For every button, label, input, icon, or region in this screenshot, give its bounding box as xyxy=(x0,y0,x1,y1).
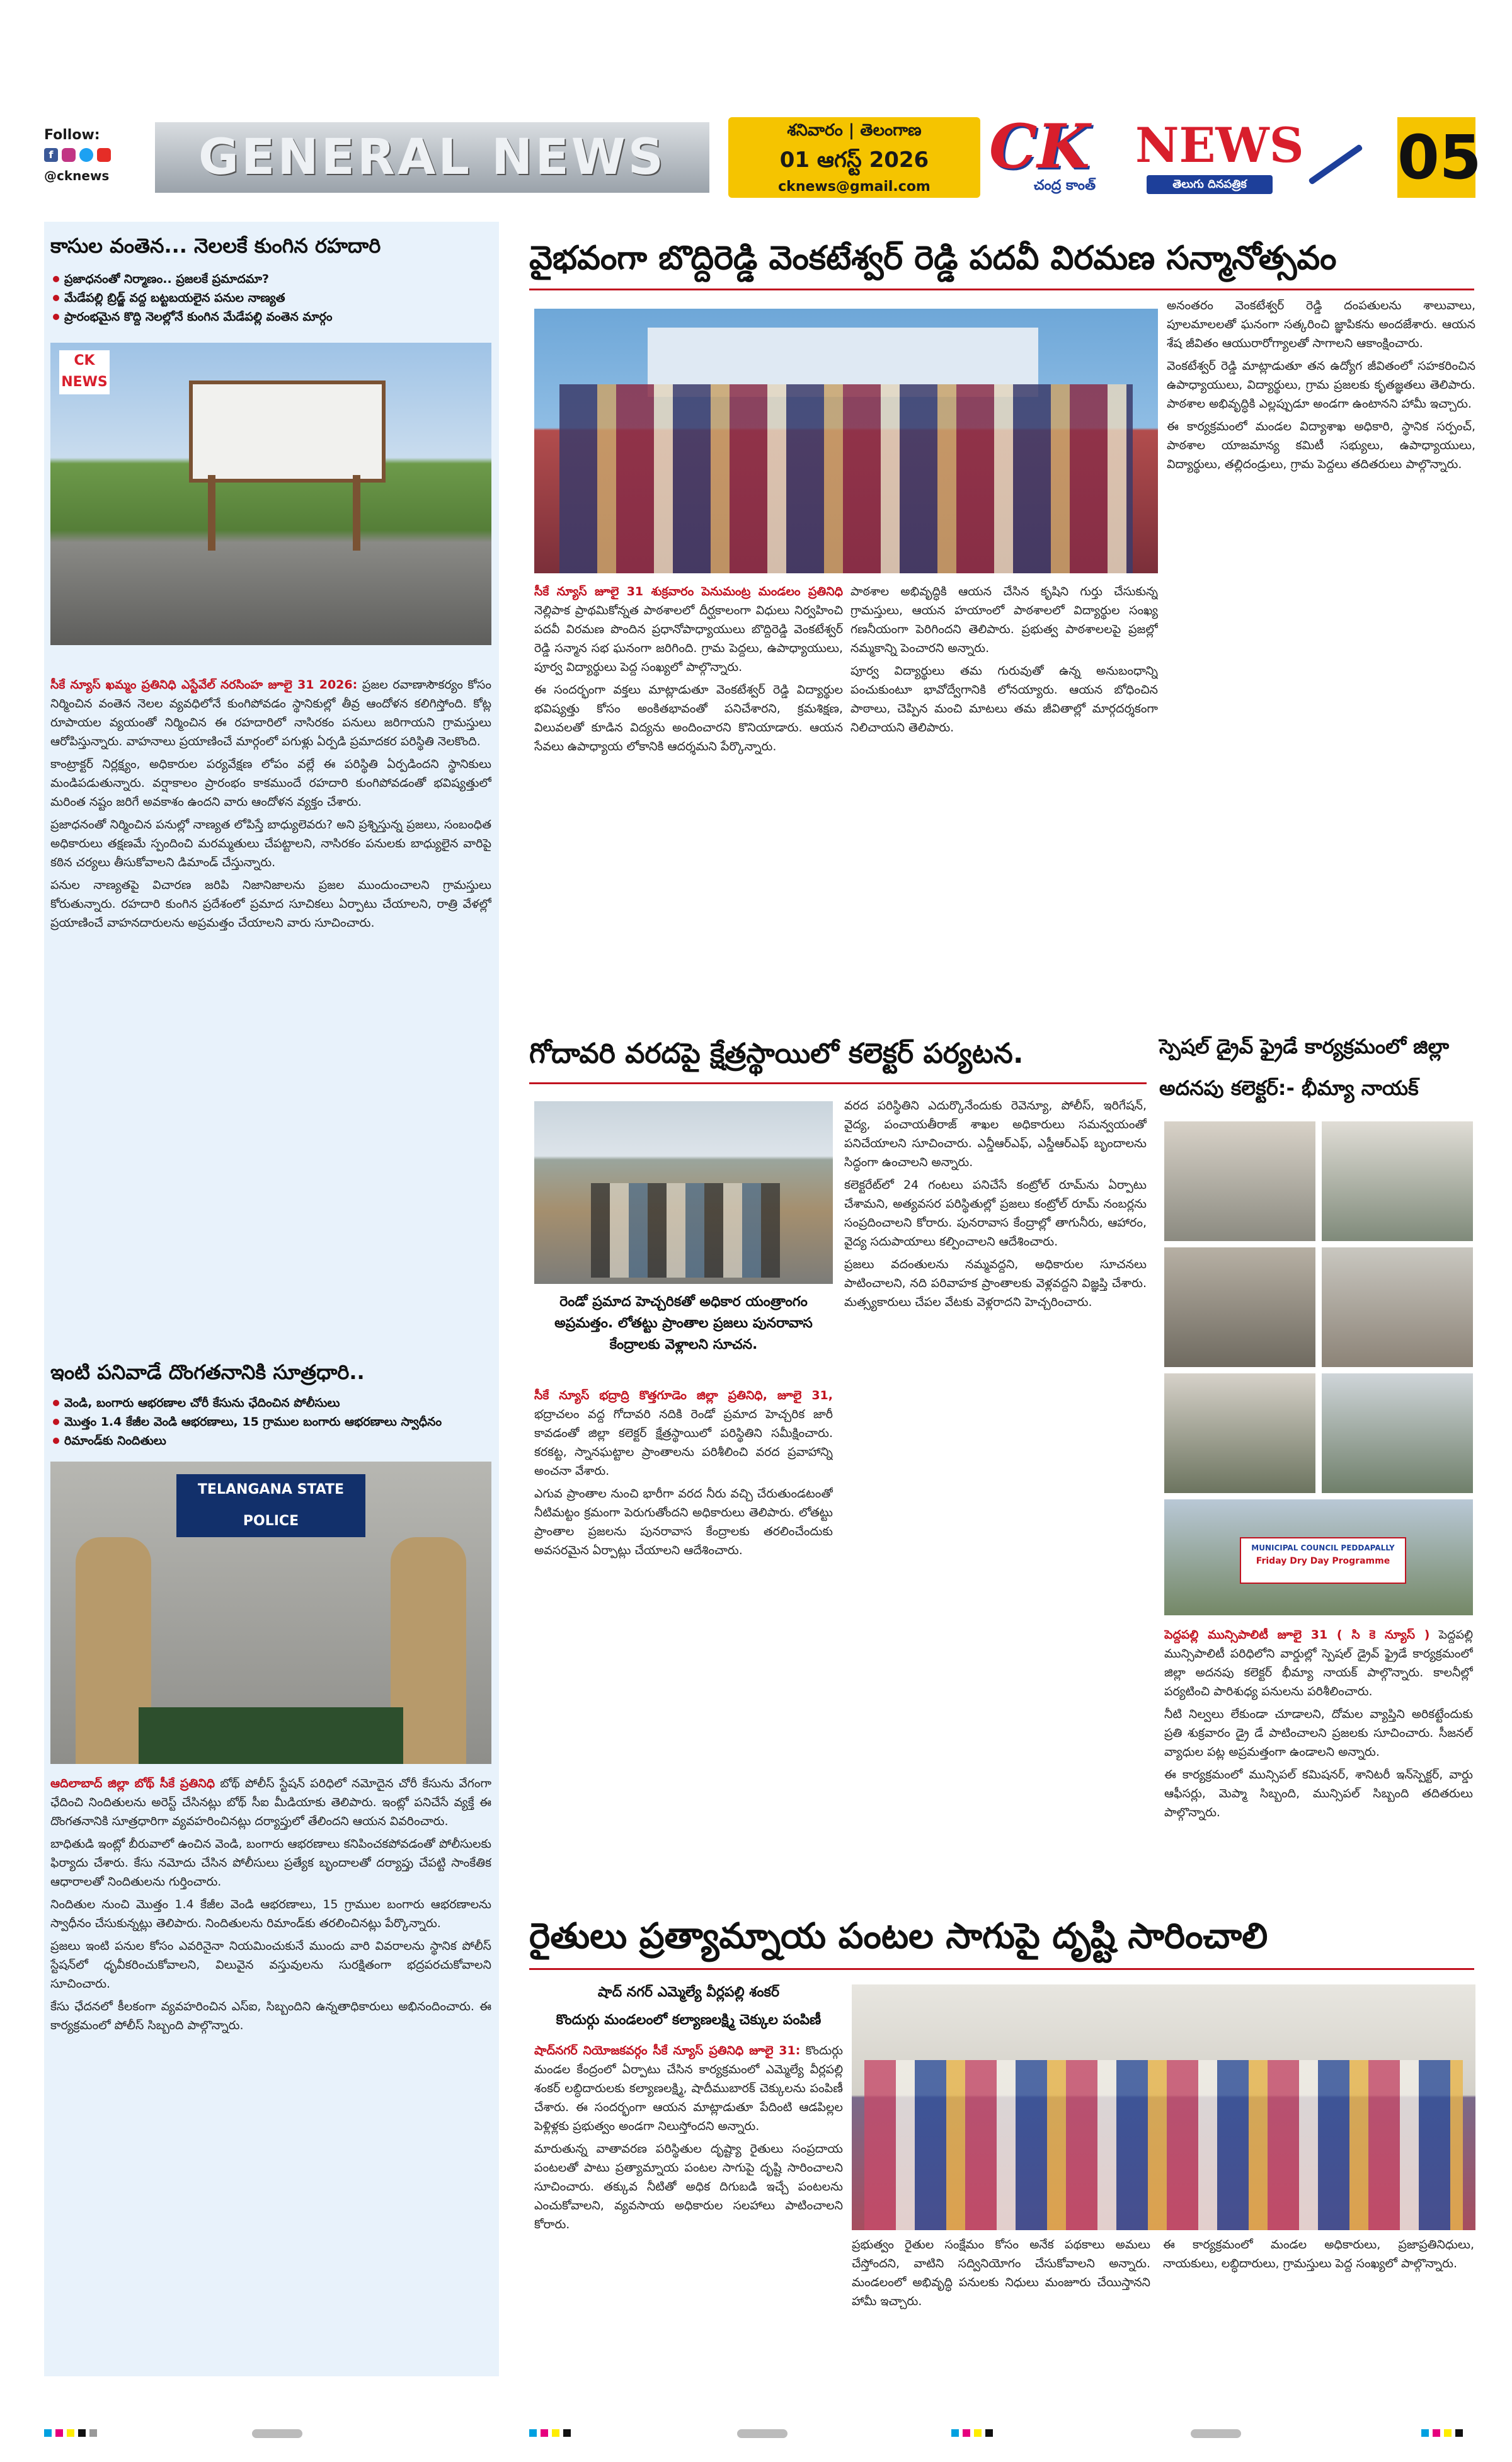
pen-icon xyxy=(1308,144,1363,185)
story2-headline: ఇంటి పనివాడే దొంగతనానికి సూత్రధారి.. xyxy=(50,1360,365,1384)
bullet-item: వెండి, బంగారు ఆభరణాల చోరీ కేసును ఛేదించిన పోలీసులు xyxy=(50,1394,491,1412)
story4-body-b xyxy=(844,1096,1147,1770)
story5-photo-grid xyxy=(1164,1121,1473,1615)
story6-body-c xyxy=(1163,2235,1474,2374)
paragraph: బాధితుడి ఇంట్లో బీరువాలో ఉంచిన వెండి, బంగారు ఆభరణాలు కనిపించకపోవడంతో పోలీసులకు ఫిర్యాదు చేశారు. కేసు నమోదు చేసిన పోలీసులు ప్రత్యేక బృందాలతో దర్యాప్తు చేపట్టి సాంకేతిక ఆధారాలతో నిందితులను గుర్తించారు. xyxy=(50,1837,491,1889)
page-number: 05 xyxy=(1397,117,1475,198)
paragraph: వెంకటేశ్వర్ రెడ్డి మాట్లాడుతూ తన ఉద్యోగ జీవితంలో సహకరించిన ఉపాధ్యాయులు, విద్యార్థులు, గ్రామ ప్రజలకు కృతజ్ఞతలు తెలిపారు. పాఠశాల అభివృద్ధికి ఎల్లప్పుడూ అండగా ఉంటానని హామీ ఇచ్చారు. xyxy=(1167,359,1475,411)
banner-sub: Friday Dry Day Programme xyxy=(1256,1556,1390,1566)
people-group xyxy=(559,384,1133,573)
color-swatch xyxy=(1444,2429,1452,2437)
social-icons xyxy=(44,148,155,162)
bullet-item: రిమాండ్‌కు నిందితులు xyxy=(50,1431,491,1450)
police-banner: TELANGANA STATE POLICE xyxy=(176,1474,365,1537)
date-block xyxy=(728,117,980,198)
day-line: శనివారం | తెలంగాణ xyxy=(787,121,922,140)
story3-headline: వైభవంగా బొద్దిరెడ్డి వెంకటేశ్వర్ రెడ్డి పదవీ విరమణ సన్మానోత్సవం xyxy=(529,228,1474,290)
color-swatch xyxy=(67,2429,74,2437)
dateline: షాద్‌నగర్ నియోజకవర్గం సీకే న్యూస్ ప్రతినిధి జూలై 31: xyxy=(534,2044,801,2058)
paragraph: ప్రజలు వదంతులను నమ్మవద్దని, అధికారుల సూచనలు పాటించాలని, నది పరివాహక ప్రాంతాలకు వెళ్లవద్దని విజ్ఞప్తి చేశారు. మత్స్యకారులు చేపల వేటకు వెళ్లరాదని హెచ్చరించారు. xyxy=(844,1257,1147,1309)
dateline: సీకే న్యూస్ జూలై 31 శుక్రవారం పెనుమంట్ర మండలం ప్రతినిధి xyxy=(534,585,843,598)
date: 01 ఆగస్ట్ 2026 xyxy=(779,147,929,173)
logo-news: NEWS xyxy=(1135,117,1304,173)
story6-body-a xyxy=(534,2041,843,2293)
story5-body xyxy=(1164,1625,1473,1940)
sign-board xyxy=(189,381,386,483)
paragraph: ప్రజల రవాణాసౌకర్యం కోసం నిర్మించిన వంతెన నెలల వ్యవధిలోనే కుంగిపోవడం స్థానికుల్లో తీవ్ర ఆందోళన కలిగిస్తోంది. కోట్ల రూపాయల వ్యయంతో నిర్మించిన ఈ రహదారిలో నాసిరకం పనులు జరిగాయని గ్రామస్తులు ఆరోపిస్తున్నారు. వాహనాలు ప్రయాణించే మార్గంలో పగుళ్లు ఏర్పడి ప్రమాదకర పరిస్థితి నెలకొంది. xyxy=(50,678,491,748)
color-swatch xyxy=(529,2429,537,2437)
twitter-icon[interactable] xyxy=(79,148,93,162)
color-swatch xyxy=(974,2429,982,2437)
paragraph: కలెక్టరేట్‌లో 24 గంటలు పనిచేసే కంట్రోల్ రూమ్‌ను ఏర్పాటు చేశామని, అత్యవసర పరిస్థితుల్లో ప్రజలు కంట్రోల్ రూమ్ నంబర్లను సంప్రదించాలని కోరారు. పునరావాస కేంద్రాల్లో తాగునీరు, ఆహారం, వైద్య సదుపాయాలు కల్పించాలని ఆదేశించారు. xyxy=(844,1178,1147,1249)
story5-photo xyxy=(1164,1373,1315,1493)
story6-headline: రైతులు ప్రత్యామ్నాయ పంటల సాగుపై దృష్టి సారించాలి xyxy=(529,1905,1474,1970)
paragraph: ఈ కార్యక్రమంలో మండల అధికారులు, ప్రజాప్రతినిధులు, నాయకులు, లబ్ధిదారులు, గ్రామస్తులు పెద్ద సంఖ్యలో పాల్గొన్నారు. xyxy=(1163,2238,1474,2270)
color-swatch xyxy=(985,2429,993,2437)
story5-headline: స్పెషల్ డ్రైవ్ ఫ్రైడే కార్యక్రమంలో జిల్లా అదనపు కలెక్టర్:- భీమ్యా నాయక్ xyxy=(1159,1034,1450,1100)
story3-body-c xyxy=(1167,296,1475,976)
story5-photo xyxy=(1322,1247,1473,1367)
watermark: CK NEWS xyxy=(59,350,110,394)
follow-label: Follow: xyxy=(44,127,100,143)
bullet-item: మొత్తం 1.4 కేజీల వెండి ఆభరణాలు, 15 గ్రాముల బంగారు ఆభరణాలు స్వాధీనం xyxy=(50,1412,491,1431)
logo-ck: CK xyxy=(989,111,1090,182)
masthead xyxy=(44,111,1482,198)
paragraph: ప్రజలు ఇంటి పనుల కోసం ఎవరినైనా నియమించుకునే ముందు వారి వివరాలను స్థానిక పోలీస్ స్టేషన్‌లో ధృవీకరించుకోవాలని, విలువైన వస్తువులను సురక్షితంగా భద్రపరచుకోవాలని సూచించారు. xyxy=(50,1939,491,1991)
paragraph: కేసు ఛేదనలో కీలకంగా వ్యవహరించిన ఎస్ఐ, సిబ్బందిని ఉన్నతాధికారులు అభినందించారు. ఈ కార్యక్రమంలో పోలీస్ సిబ్బంది పాల్గొన్నారు. xyxy=(50,2000,491,2032)
paragraph: ఈ సందర్భంగా వక్తలు మాట్లాడుతూ వెంకటేశ్వర్ రెడ్డి విద్యార్థుల భవిష్యత్తు కోసం అంకితభావంతో పనిచేశారని, క్రమశిక్షణ, విలువలతో కూడిన విద్యను అందించారని కొనియాడారు. ఆయన సేవలు ఉపాధ్యాయ లోకానికి ఆదర్శమని పేర్కొన్నారు. xyxy=(534,683,843,753)
story6-subhead1: షాద్ నగర్ ఎమ్మెల్యే వీర్లపల్లి శంకర్ xyxy=(597,1984,780,2000)
banner-text: MUNICIPAL COUNCIL PEDDAPALLY xyxy=(1251,1543,1395,1552)
story1-body xyxy=(50,675,491,1347)
sign-post xyxy=(208,475,215,551)
color-swatch xyxy=(1433,2429,1440,2437)
color-swatch xyxy=(552,2429,559,2437)
sign-post xyxy=(353,475,360,551)
registration-pill xyxy=(252,2429,302,2438)
people-group xyxy=(864,2060,1463,2230)
color-swatch xyxy=(78,2429,86,2437)
social-handle: @cknews xyxy=(44,168,110,183)
youtube-icon[interactable] xyxy=(97,148,111,162)
dateline: పెద్దపల్లి మున్సిపాలిటీ జూలై 31 ( సి కె న్యూస్ ) xyxy=(1164,1628,1430,1642)
logo-sub-right: తెలుగు దినపత్రిక xyxy=(1147,175,1273,194)
registration-pill xyxy=(1191,2429,1241,2438)
story5-photo-wide xyxy=(1164,1499,1473,1615)
paragraph: పూర్వ విద్యార్థులు తమ గురువుతో ఉన్న అనుబంధాన్ని పంచుకుంటూ భావోద్వేగానికి లోనయ్యారు. ఆయన బోధించిన పాఠాలు, చెప్పిన మంచి మాటలు తమ జీవితాల్లో మార్గదర్శకంగా నిలిచాయని తెలిపారు. xyxy=(850,664,1158,735)
registration-pill xyxy=(737,2429,788,2438)
story5-photo xyxy=(1322,1373,1473,1493)
story4-caption: రెండో ప్రమాద హెచ్చరికతో అధికార యంత్రాంగం అప్రమత్తం. లోతట్టు ప్రాంతాల ప్రజలు పునరావాస కేంద్రాలకు వెళ్లాలని సూచన. xyxy=(554,1294,813,1353)
story5-photo xyxy=(1164,1121,1315,1241)
paragraph: పాఠశాల అభివృద్ధికి ఆయన చేసిన కృషిని గుర్తు చేసుకున్న గ్రామస్తులు, ఆయన హయాంలో పాఠశాలలో విద్యార్థుల సంఖ్య గణనీయంగా పెరిగిందని తెలిపారు. ప్రభుత్వ పాఠశాలలపై ప్రజల్లో నమ్మకాన్ని పెంచారని అన్నారు. xyxy=(850,585,1158,655)
story4-photo xyxy=(534,1101,833,1284)
paragraph: నీటి నిల్వలు లేకుండా చూడాలని, దోమల వ్యాప్తిని అరికట్టేందుకు ప్రతి శుక్రవారం డ్రై డే పాటించాలని ప్రజలకు సూచించారు. సీజనల్ వ్యాధుల పట్ల అప్రమత్తంగా ఉండాలని అన్నారు. xyxy=(1164,1707,1473,1759)
dateline: సీకే న్యూస్ ఖమ్మం ప్రతినిధి ఎస్టేవేల్ నరసింహ జూలై 31 2026: xyxy=(50,678,358,692)
paragraph: వరద పరిస్థితిని ఎదుర్కొనేందుకు రెవెన్యూ, పోలీస్, ఇరిగేషన్, వైద్య, పంచాయతీరాజ్ శాఖల అధికారులు సమన్వయంతో పనిచేయాలని సూచించారు. ఎన్డీఆర్ఎఫ్, ఎస్డీఆర్ఎఫ్ బృందాలను సిద్ధంగా ఉంచాలని అన్నారు. xyxy=(844,1099,1147,1169)
paragraph: ప్రభుత్వం రైతుల సంక్షేమం కోసం అనేక పథకాలు అమలు చేస్తోందని, వాటిని సద్వినియోగం చేసుకోవాలని అన్నారు. మండలంలో అభివృద్ధి పనులకు నిధులు మంజూరు చేయిస్తానని హామీ ఇచ్చారు. xyxy=(852,2238,1150,2308)
story5-photo xyxy=(1164,1247,1315,1367)
municipal-banner xyxy=(1240,1537,1406,1584)
print-registration-strip xyxy=(44,2429,1475,2442)
paragraph: ప్రజాధనంతో నిర్మించిన పనుల్లో నాణ్యత లోపిస్తే బాధ్యులెవరు? అని ప్రశ్నిస్తున్న ప్రజలు, సంబంధిత అధికారులు తక్షణమే స్పందించి మరమ్మతులు చేపట్టాలని, నాసిరకం పనులకు బాధ్యులైన వారిపై కఠిన చర్యలు తీసుకోవాలని డిమాండ్ చేస్తున్నారు. xyxy=(50,818,491,869)
story1-headline: కాసుల వంతెన... నెలలకే కుంగిన రహదారి xyxy=(50,234,381,258)
color-swatch xyxy=(44,2429,52,2437)
story3-body-b xyxy=(850,582,1158,976)
color-swatch xyxy=(1455,2429,1463,2437)
story6-photo xyxy=(852,1984,1475,2230)
paragraph: పెద్దపల్లి మున్సిపాలిటీ పరిధిలోని వార్డుల్లో స్పెషల్ డ్రైవ్ ఫ్రైడే కార్యక్రమంలో జిల్లా అదనపు కలెక్టర్ భీమ్యా నాయక్ పాల్గొన్నారు. కాలనీల్లో పర్యటించి పారిశుధ్య పనులను పరిశీలించారు. xyxy=(1164,1628,1473,1698)
story4-headline: గోదావరి వరదపై క్షేత్రస్థాయిలో కలెక్టర్ పర్యటన. xyxy=(529,1026,1147,1084)
paragraph: ఈ కార్యక్రమంలో మున్సిపల్ కమిషనర్, శానిటరీ ఇన్‌స్పెక్టర్, వార్డు ఆఫీసర్లు, మెప్మా సిబ్బంది, మున్సిపల్ సిబ్బంది తదితరులు పాల్గొన్నారు. xyxy=(1164,1768,1473,1819)
paragraph: కొందుర్గు మండల కేంద్రంలో ఏర్పాటు చేసిన కార్యక్రమంలో ఎమ్మెల్యే వీర్లపల్లి శంకర్ లబ్ధిదారులకు కల్యాణలక్ష్మి, షాదీముబారక్ చెక్కులను పంపిణీ చేశారు. ఈ సందర్భంగా ఆయన మాట్లాడుతూ పేదింటి ఆడపిల్లల పెళ్లిళ్లకు ప్రభుత్వం అండగా నిలుస్తోందని అన్నారు. xyxy=(534,2044,843,2133)
paragraph: మారుతున్న వాతావరణ పరిస్థితుల దృష్ట్యా రైతులు సంప్రదాయ పంటలతో పాటు ప్రత్యామ్నాయ పంటల సాగుపై దృష్టి సారించాలని సూచించారు. తక్కువ నీటితో అధిక దిగుబడి ఇచ్చే పంటలను ఎంచుకోవాలని, వ్యవసాయ అధికారుల సలహాలు పాటించాలని కోరారు. xyxy=(534,2142,843,2231)
color-swatch xyxy=(541,2429,548,2437)
color-swatch xyxy=(55,2429,63,2437)
follow-block xyxy=(44,117,155,198)
story6-subhead2: కొందుర్గు మండలంలో కల్యాణలక్ష్మి చెక్కుల పంపిణీ xyxy=(556,2012,822,2028)
color-swatch xyxy=(963,2429,970,2437)
paragraph: పనుల నాణ్యతపై విచారణ జరిపి నిజానిజాలను ప్రజల ముందుంచాలని గ్రామస్తులు కోరుతున్నారు. రహదారి కుంగిన ప్రదేశంలో ప్రమాద సూచికలు ఏర్పాటు చేయాలని, రాత్రి వేళల్లో ప్రయాణించే వాహనదారులను అప్రమత్తం చేయాలని వారు సూచించారు. xyxy=(50,878,491,930)
story2-photo xyxy=(50,1462,491,1764)
color-swatch xyxy=(951,2429,959,2437)
paragraph: భద్రాచలం వద్ద గోదావరి నదికి రెండో ప్రమాద హెచ్చరిక జారీ కావడంతో జిల్లా కలెక్టర్ క్షేత్రస్థాయిలో పరిస్థితిని సమీక్షించారు. కరకట్ట, స్నానఘట్టాల ప్రాంతాలను పరిశీలించి వరద ప్రవాహాన్ని అంచనా వేశారు. xyxy=(534,1407,833,1478)
story5-photo xyxy=(1322,1121,1473,1241)
bullet-item: ప్రజాధనంతో నిర్మాణం.. ప్రజలకే ప్రమాదమా? xyxy=(50,270,491,289)
dateline: సీకే న్యూస్ భద్రాద్రి కొత్తగూడెం జిల్లా ప్రతినిధి, జూలై 31, xyxy=(534,1388,833,1402)
paragraph: అనంతరం వెంకటేశ్వర్ రెడ్డి దంపతులను శాలువాలు, పూలమాలలతో ఘనంగా సత్కరించి జ్ఞాపికను అందజేశారు. ఆయన శేష జీవితం ఆయురారోగ్యాలతో సాగాలని ఆకాంక్షించారు. xyxy=(1167,299,1475,350)
story3-photo xyxy=(534,309,1158,573)
story6-body-b xyxy=(852,2235,1150,2374)
facebook-icon[interactable]: f xyxy=(44,148,58,162)
color-swatch xyxy=(89,2429,97,2437)
paragraph: ఎగువ ప్రాంతాల నుంచి భారీగా వరద నీరు వచ్చి చేరుతుండటంతో నీటిమట్టం క్రమంగా పెరుగుతోందని అధికారులు తెలిపారు. లోతట్టు ప్రాంతాల ప్రజలను పునరావాస కేంద్రాలకు తరలించేందుకు అవసరమైన ఏర్పాట్లు చేయాలని ఆదేశించారు. xyxy=(534,1487,833,1557)
bullet-item: మేడేపల్లి బ్రిడ్జ్ వద్ద బట్టబయలైన పనుల నాణ్యత xyxy=(50,289,491,307)
table xyxy=(139,1707,403,1764)
bullet-item: ప్రారంభమైన కొద్ది నెలల్లోనే కుంగిన మేడేపల్లి వంతెన మార్గం xyxy=(50,307,491,326)
ck-news-logo xyxy=(989,111,1392,198)
story1-photo xyxy=(50,343,491,645)
story3-body-a xyxy=(534,582,843,976)
story2-bullets xyxy=(50,1394,491,1450)
paragraph: ఈ కార్యక్రమంలో మండల విద్యాశాఖ అధికారి, స్థానిక సర్పంచ్, పాఠశాల యాజమాన్య కమిటీ సభ్యులు, ఉపాధ్యాయులు, విద్యార్థులు, తల్లిదండ్రులు, గ్రామ పెద్దలు తదితరులు పాల్గొన్నారు. xyxy=(1167,420,1475,471)
story1-bullets xyxy=(50,270,491,326)
story4-body-a xyxy=(534,1386,833,1770)
paragraph: కాంట్రాక్టర్ నిర్లక్ష్యం, అధికారుల పర్యవేక్షణ లోపం వల్లే ఈ పరిస్థితి ఏర్పడిందని స్థానికులు మండిపడుతున్నారు. వర్షాకాలం ప్రారంభం కాకముందే రహదారి కుంగిపోవడంతో భవిష్యత్తులో మరింత నష్టం జరిగే అవకాశం ఉందని వారు ఆందోళన వ్యక్తం చేశారు. xyxy=(50,757,491,809)
color-swatch xyxy=(563,2429,571,2437)
paragraph: బోథ్ పోలీస్ స్టేషన్ పరిధిలో నమోదైన చోరీ కేసును వేగంగా ఛేదించి నిందితులను అరెస్ట్ చేసినట్లు బోథ్ సీఐ మీడియాకు తెలిపారు. ఇంట్లో పనిచేసే వ్యక్తే ఈ దొంగతనానికి సూత్రధారిగా వ్యవహరించినట్లు దర్యాప్తులో తేలిందని ఆయన వివరించారు. xyxy=(50,1777,491,1828)
email: cknews@gmail.com xyxy=(778,179,931,195)
logo-sub-left: చంద్ర కాంత్ xyxy=(1033,178,1096,193)
people-group xyxy=(591,1183,780,1278)
paragraph: నిందితుల నుంచి మొత్తం 1.4 కేజీల వెండి ఆభరణాలు, 15 గ్రాముల బంగారు ఆభరణాలను స్వాధీనం చేసుకున్నట్లు తెలిపారు. నిందితులను రిమాండ్‌కు తరలించినట్లు పేర్కొన్నారు. xyxy=(50,1898,491,1930)
story2-body xyxy=(50,1774,491,2373)
color-swatch xyxy=(1421,2429,1429,2437)
instagram-icon[interactable] xyxy=(62,148,76,162)
paragraph: నెల్లిపాక ప్రాథమికోన్నత పాఠశాలలో దీర్ఘకాలంగా విధులు నిర్వహించి పదవీ విరమణ పొందిన ప్రధానోపాధ్యాయులు బొద్దిరెడ్డి వెంకటేశ్వర్ రెడ్డి సన్మాన సభ ఘనంగా జరిగింది. గ్రామ పెద్దలు, ఉపాధ్యాయులు, పూర్వ విద్యార్థులు పెద్ద సంఖ్యలో పాల్గొన్నారు. xyxy=(534,604,843,674)
section-title: GENERAL NEWS xyxy=(155,122,709,193)
dateline: ఆదిలాబాద్ జిల్లా బోథ్ సీకే ప్రతినిధి xyxy=(50,1777,215,1790)
